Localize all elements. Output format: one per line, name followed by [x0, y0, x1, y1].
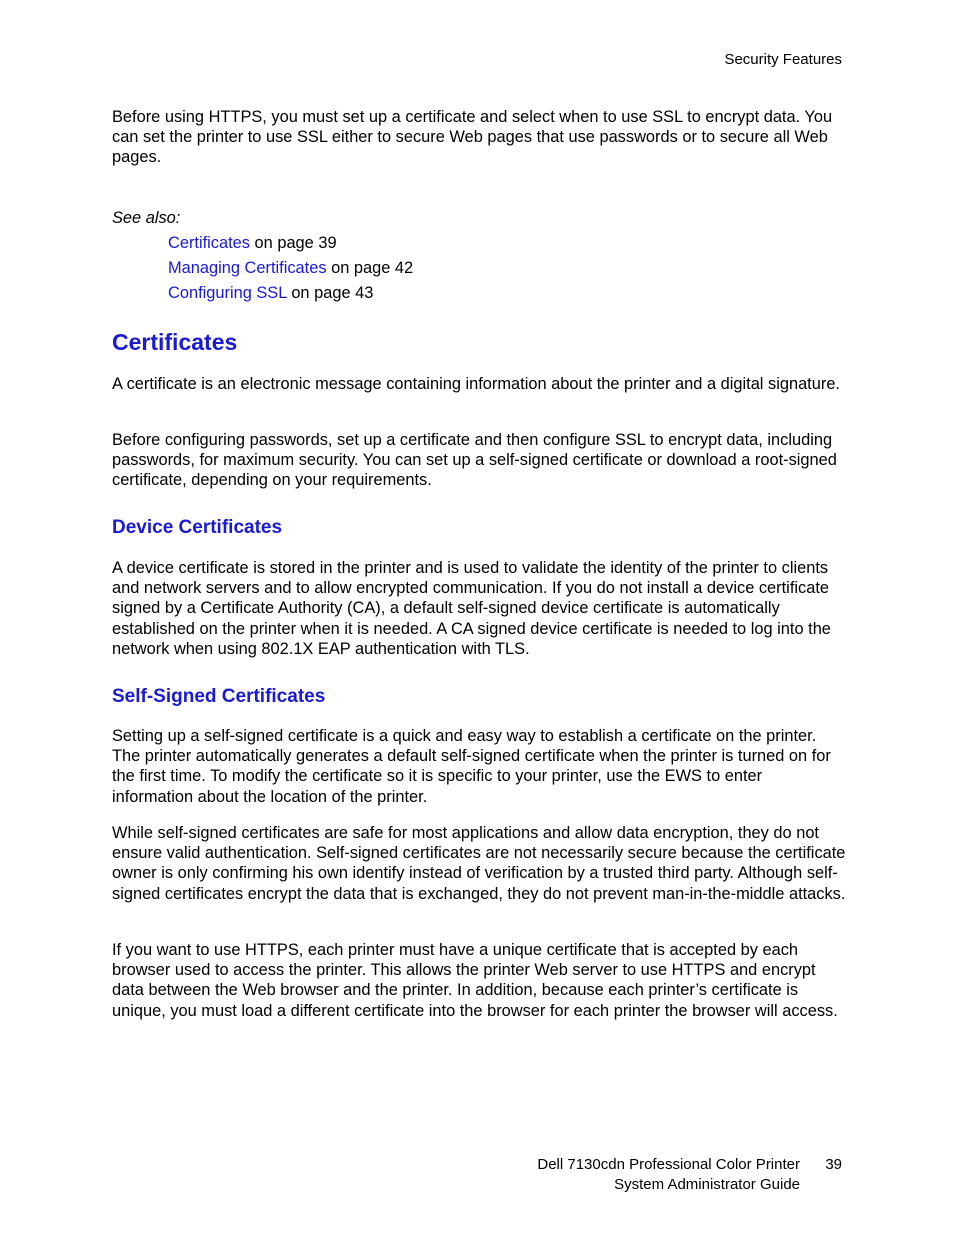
self-signed-paragraph-2: While self-signed certificates are safe for most applications and allow data encryption, they do not ensure valid authentication. Self-signed certificates are not necessarily secure because the certificate owner is only confirming his own identify instead of verification by a trusted third party. Although self-signed certificates encrypt the data that is exchanged, they do not prevent man-in-the-middle attacks. [112, 824, 846, 903]
page-number: 39 [825, 1156, 842, 1173]
footer-product: Dell 7130cdn Professional Color Printer [537, 1156, 800, 1173]
page-reference: on page 43 [286, 284, 374, 302]
self-signed-paragraph-3: If you want to use HTTPS, each printer must have a unique certificate that is accepted by each browser used to access the printer. This allows the printer Web server to use HTTPS and encrypt data between the Web browser and the printer. In addition, because each printer’s certificate is unique, you must load a different certificate into the browser for each printer the browser will access. [112, 941, 838, 1020]
link-managing-certificates[interactable]: Managing Certificates [168, 259, 327, 277]
see-also-item-configuring-ssl [168, 283, 373, 303]
certificates-paragraph-2: Before configuring passwords, set up a certificate and then configure SSL to encrypt data, including passwords, for maximum security. You can set up a self-signed certificate or download a root-signed certificate, depending on your requirements. [112, 431, 837, 490]
link-certificates[interactable]: Certificates [168, 234, 250, 252]
intro-paragraph: Before using HTTPS, you must set up a certificate and select when to use SSL to encrypt data. You can set the printer to use SSL either to secure Web pages that use passwords or to secure all Web pages. [112, 108, 833, 167]
self-signed-paragraph-1: Setting up a self-signed certificate is a quick and easy way to establish a certificate on the printer. The printer automatically generates a default self-signed certificate when the printer is turned on for the first time. To modify the certificate so it is specific to your printer, use the EWS to enter information about the location of the printer. [112, 727, 831, 806]
see-also-label: See also: [112, 209, 181, 227]
heading-device-certificates: Device Certificates [112, 517, 283, 538]
page-reference: on page 39 [249, 234, 337, 252]
running-header: Security Features [724, 51, 842, 68]
device-certificates-paragraph: A device certificate is stored in the printer and is used to validate the identity of the printer to clients and network servers and to allow encrypted communication. If you do not install a device certificate signed by a Certificate Authority (CA), a default self-signed device certificate is automatically established on the printer when it is needed. A CA signed device certificate is needed to log into the network when using 802.1X EAP authentication with TLS. [112, 559, 831, 658]
see-also-item-managing-certificates [168, 258, 413, 278]
heading-certificates: Certificates [112, 329, 238, 355]
page-reference: on page 42 [326, 259, 414, 277]
link-configuring-ssl[interactable]: Configuring SSL [168, 284, 287, 302]
certificates-paragraph-1: A certificate is an electronic message containing information about the printer and a digital signature. [112, 375, 840, 393]
heading-self-signed-certificates: Self-Signed Certificates [112, 686, 326, 707]
footer-guide: System Administrator Guide [614, 1176, 800, 1193]
see-also-item-certificates [168, 233, 337, 253]
footer-title [537, 1155, 800, 1195]
